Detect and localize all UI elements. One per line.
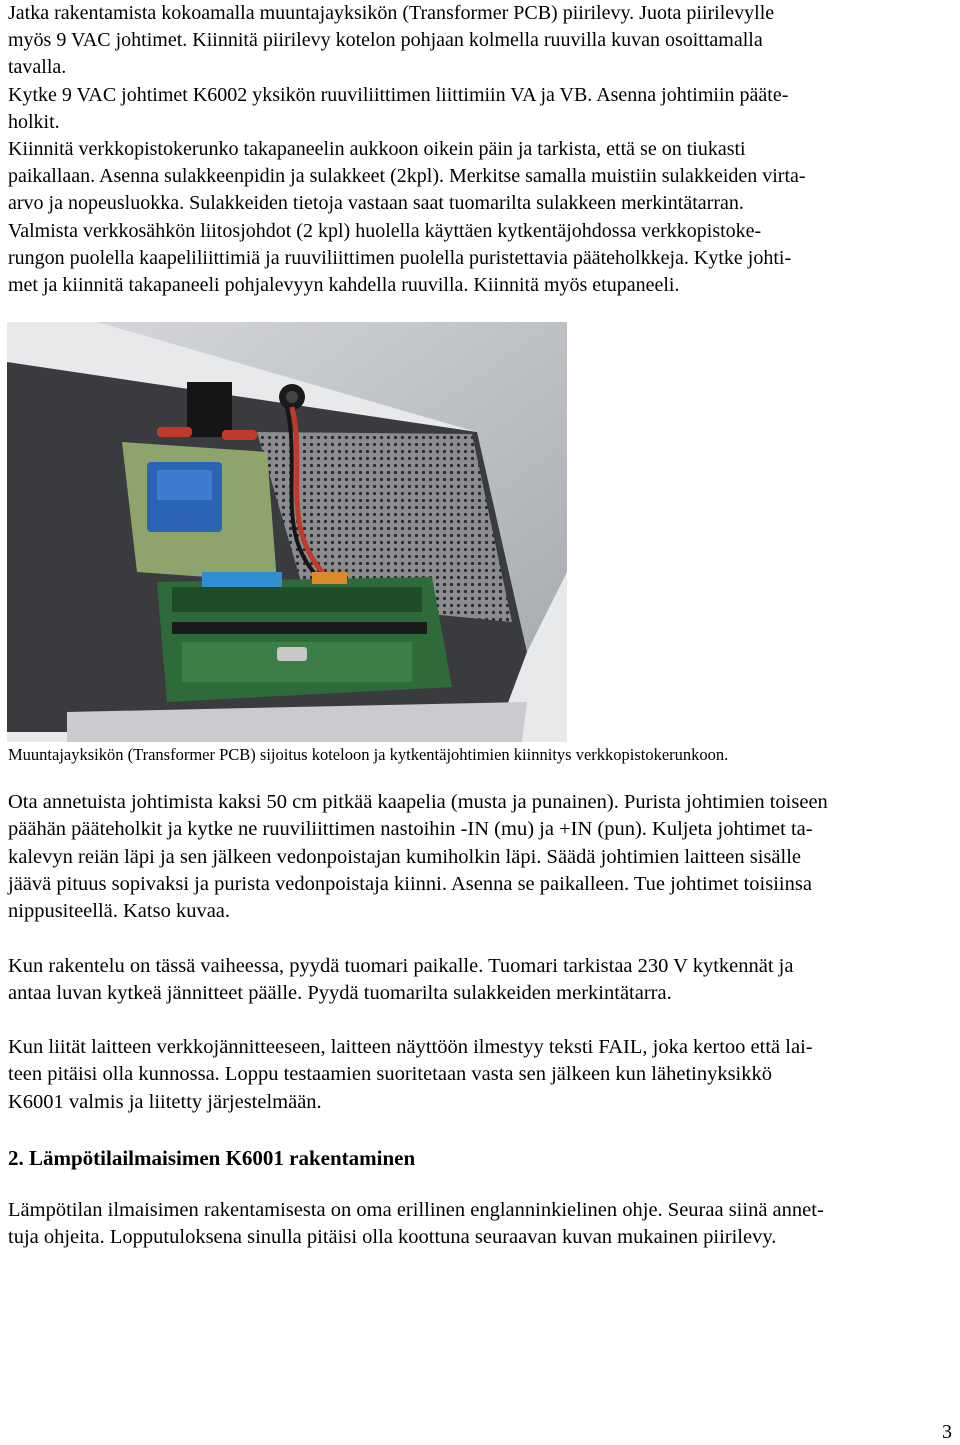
text-line: rungon puolella kaapeliliittimiä ja ruuviliittimen puolella puristettavia pääteholkkeja. Kytke johti- [8, 246, 792, 269]
text-line: Lämpötilan ilmaisimen rakentamisesta on oma erillinen englanninkielinen ohje. Seuraa siinä annet- [8, 1199, 824, 1221]
text-line: met ja kiinnitä takapaneeli pohjalevyyn kahdella ruuvilla. Kiinnitä myös etupaneeli. [8, 274, 680, 297]
text-line: antaa luvan kytkeä jännitteet päälle. Pyydä tuomarilta sulakkeiden merkintätarra. [8, 982, 672, 1005]
text-line: Jatka rakentamista kokoamalla muuntajayksikön (Transformer PCB) piirilevy. Juota piirilevylle [8, 2, 775, 24]
text-line: tavalla. [8, 56, 67, 79]
text-line: nippusiteellä. Katso kuvaa. [8, 900, 231, 923]
text-line: jäävä pituus sopivaksi ja purista vedonpoistaja kiinni. Asenna se paikalleen. Tue johtimet toisiinsa [8, 872, 812, 895]
intro-paragraph [8, 0, 954, 299]
text-line: Kiinnitä verkkopistokerunko takapaneelin aukkoon oikein päin ja tarkista, että se on tiukasti [8, 138, 746, 161]
text-line: kalevyn reiän läpi ja sen jälkeen vedonpoistajan kumiholkin läpi. Säädä johtimien laitteen sisälle [8, 845, 802, 868]
assembly-photo [7, 322, 567, 742]
text-line: Kun liität laitteen verkkojännitteeseen, laitteen näyttöön ilmestyy teksti FAIL, joka kertoo että lai- [8, 1036, 813, 1058]
paragraph [8, 1034, 954, 1116]
page-number: 3 [942, 1421, 952, 1443]
text-line: arvo ja nopeusluokka. Sulakkeiden tietoja vastaan saat tuomarilta sulakkeen merkintätarran. [8, 192, 744, 215]
text-line: Valmista verkkosähkön liitosjohdot (2 kpl) huolella käyttäen kytkentäjohdossa verkkopistoke- [8, 219, 762, 242]
text-line: holkit. [8, 110, 60, 133]
text-line: paikallaan. Asenna sulakkeenpidin ja sulakkeet (2kpl). Merkitse samalla muistiin sulakkeiden virta- [8, 165, 806, 188]
text-line: myös 9 VAC johtimet. Kiinnitä piirilevy kotelon pohjaan kolmella ruuvilla kuvan osoittamalla [8, 29, 763, 52]
text-line: tuja ohjeita. Lopputuloksena sinulla pitäisi olla koottuna seuraavan kuvan mukainen piirilevy. [8, 1226, 777, 1249]
text-line: teen pitäisi olla kunnossa. Loppu testaamien suoritetaan vasta sen jälkeen kun lähetinyksikkö [8, 1063, 773, 1086]
photo-caption: Muuntajayksikön (Transformer PCB) sijoitus koteloon ja kytkentäjohtimien kiinnitys verkkopistokerunkoon. [8, 745, 729, 764]
text-line: päähän pääteholkit ja kytke ne ruuviliittimen nastoihin -IN (mu) ja +IN (pun). Kuljeta johtimet ta- [8, 818, 813, 841]
paragraph [8, 789, 954, 925]
mains-inlet [187, 382, 232, 437]
section-heading: 2. Lämpötilailmaisimen K6001 rakentaminen [8, 1146, 416, 1170]
paragraph [8, 1197, 954, 1252]
text-line: Kun rakentelu on tässä vaiheessa, pyydä tuomari paikalle. Tuomari tarkistaa 230 V kytkennät ja [8, 955, 794, 977]
text-line: Kytke 9 VAC johtimet K6002 yksikön ruuviliittimen liittimiin VA ja VB. Asenna johtimiin pääte- [8, 83, 789, 106]
paragraph [8, 953, 954, 1008]
text-line: Ota annetuista johtimista kaksi 50 cm pitkää kaapelia (musta ja punainen). Purista johtimien toiseen [8, 791, 828, 813]
text-line: K6001 valmis ja liitetty järjestelmään. [8, 1090, 322, 1113]
